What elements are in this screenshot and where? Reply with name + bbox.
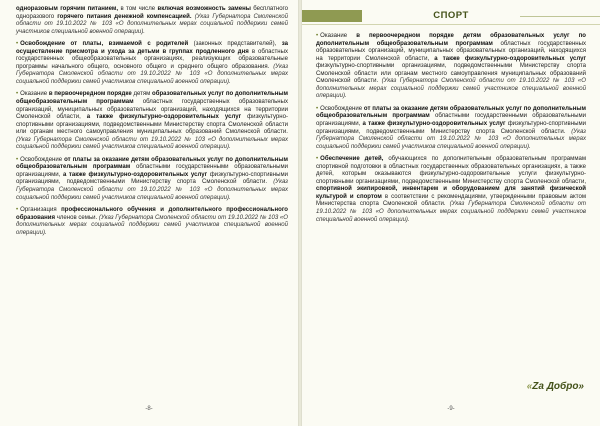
paragraph-priority-education bbox=[316, 33, 586, 101]
paragraph-fee-exemption bbox=[16, 157, 288, 202]
text: физкультурно-спортивными организациями, подведомственными Министерству спорта Смоленской области или органам местного самоуправления муниципальных образований Смоленской области. bbox=[16, 114, 288, 136]
text: детям bbox=[131, 91, 153, 98]
bold-text: спортивной экипировкой, инвентарем и оборудованием для занятий физической культурой и спортом bbox=[316, 186, 586, 200]
bold-text: Освобождение от платы, взимаемой с родителей bbox=[20, 41, 189, 48]
decree-reference: (Указ Губернатора Смоленской области от 19.10.2022 № 103 «О дополнительных мерах социальной поддержки семей участников специальной военной операции). bbox=[16, 13, 288, 35]
text: бесплатного одноразового bbox=[16, 6, 288, 20]
text: областных государственных образовательных организаций, муниципальных образовательных организаций, находящихся на территории Смоленской области, bbox=[16, 99, 288, 121]
bullet-icon: • bbox=[316, 33, 319, 39]
decree-reference: (Указ Губернатора Смоленской области от 19.10.2022 № 103 «О дополнительных мерах социальной поддержки семей участников специальной военной операции). bbox=[16, 214, 288, 236]
decree-reference: (Указ Губернатора Смоленской области от 19.10.2022 № 103 «О дополнительных мерах социальной поддержки семей участников специальной военной операции). bbox=[16, 136, 288, 151]
decree-reference: (Указ Губернатора Смоленской области от 19.10.2022 № 103 «О дополнительных мерах социальной поддержки семей участников специальной военной операции). bbox=[16, 179, 288, 201]
text: в том числе bbox=[118, 6, 158, 12]
text: в соответствии с рекомендациями, утвержденными правовым актом Министерства спорта Смоленской области. bbox=[316, 193, 586, 208]
page-number-left: -8- bbox=[145, 406, 153, 412]
bullet-icon: • bbox=[316, 156, 319, 163]
brand-logo bbox=[527, 381, 584, 392]
bold-text: а также физкультурно-оздоровительных услуг bbox=[362, 121, 506, 128]
bullet-icon: • bbox=[316, 105, 319, 112]
text: физкультурно-спортивными организациями, подведомственными Министерству спорта Смоленской области или органам местного самоуправления муниципальных образований Смоленской области. bbox=[316, 63, 586, 85]
text: Организация bbox=[20, 207, 62, 214]
bold-text: включая возможность замены bbox=[157, 6, 251, 12]
bullet-icon: • bbox=[16, 156, 19, 163]
bold-text: одноразовым горячим питанием, bbox=[16, 6, 119, 12]
text: физкультурно-спортивными организациями, подведомственными Министерству спорта Смоленской области. bbox=[316, 121, 586, 135]
bold-text: от платы за оказание детям образовательных услуг по дополнительным общеобразовательным программам bbox=[16, 156, 288, 171]
decree-reference: (Указ Губернатора Смоленской области от 19.10.2022 № 103 «О дополнительных мерах социальной поддержки семей участников специальной военной операции). bbox=[316, 201, 587, 223]
bold-text: профессионального обучения и дополнительного профессионального образования bbox=[16, 207, 288, 221]
brand-quote: « bbox=[526, 381, 533, 392]
bold-text: Обеспечение детей, bbox=[320, 156, 384, 163]
text: физкультурно-спортивными организациями, подведомственными Министерству спорта Смоленской области. bbox=[16, 171, 288, 186]
bold-text: от платы за оказание детям образовательных услуг по дополнительным общеобразовательным программам bbox=[316, 105, 586, 120]
bullet-icon: • bbox=[16, 207, 19, 214]
paragraph-fee-exemption bbox=[316, 106, 586, 151]
text: областных государственных образовательных организаций, муниципальных образовательных организаций, находящихся на территории Смоленской области, bbox=[316, 40, 586, 62]
bold-text: а также физкультурно-оздоровительных услуг bbox=[62, 171, 208, 178]
left-page bbox=[0, 0, 298, 426]
text: Освобождение bbox=[20, 156, 65, 163]
decree-reference: (Указ Губернатора Смоленской области от 19.10.2022 № 103 «О дополнительных мерах социальной поддержки семей участников специальной военной операции). bbox=[316, 128, 586, 150]
bold-text: в первоочередном порядке детям образовательных услуг по дополнительным общеобразовательным программам bbox=[316, 33, 586, 47]
decree-reference: (Указ Губернатора Смоленской области от 19.10.2022 № 103 «О дополнительных мерах социальной поддержки семей участников специальной военной операции). bbox=[316, 78, 586, 100]
text: обучающихся по дополнительным образовательным программам спортивной подготовки в областных государственных образовательных организациях, а также детей, которым оказываются физкультурно-оздоровительные услуги физкультурно-спортивными организациями, подведомственными Министерству спорта Смоленской области, bbox=[316, 156, 586, 185]
text: (законных представителей), bbox=[188, 41, 282, 48]
right-page bbox=[302, 0, 600, 426]
paragraph-sports-equipment bbox=[316, 156, 586, 224]
bold-text: за осуществление присмотра и ухода за детьми в группах продленного дня bbox=[16, 41, 289, 55]
text: Освобождение bbox=[320, 105, 364, 112]
text: Оказание bbox=[20, 91, 49, 98]
bullet-icon: • bbox=[16, 91, 19, 98]
paragraph-extended-day-groups bbox=[16, 41, 288, 86]
paragraph-hot-meals bbox=[16, 6, 288, 36]
brand-text: Za Добро» bbox=[532, 381, 584, 392]
bold-text: горячего питания денежной компенсацией. bbox=[57, 13, 192, 20]
bold-text: а также физкультурно-оздоровительных услуг bbox=[86, 114, 242, 121]
section-title: СПОРТ bbox=[433, 10, 469, 21]
bullet-icon: • bbox=[16, 41, 19, 48]
text: в областных государственных общеобразовательных организациях, реализующих образовательные программы начального общего, основного общего и среднего общего образования. bbox=[16, 48, 288, 70]
section-header bbox=[302, 0, 600, 25]
decree-reference: (Указ Губернатора Смоленской области от 19.10.2022 № 103 «О дополнительных мерах социальной поддержки семей участников специальной военной операции). bbox=[16, 63, 288, 85]
text: областными государственными образовательными организациями, bbox=[316, 113, 586, 128]
text: областными государственными образовательными организациями, bbox=[16, 164, 288, 178]
bold-text: в первоочередном порядке bbox=[48, 91, 132, 98]
paragraph-priority-education bbox=[16, 91, 288, 151]
bold-text: образовательных услуг по дополнительным общеобразовательным программам bbox=[16, 91, 288, 106]
text: Оказание bbox=[320, 33, 357, 39]
paragraph-professional-training bbox=[16, 207, 288, 237]
text: членов семьи. bbox=[55, 214, 98, 221]
bold-text: а также физкультурно-оздоровительных услуг bbox=[434, 55, 586, 62]
page-number-right: -9- bbox=[447, 406, 455, 412]
